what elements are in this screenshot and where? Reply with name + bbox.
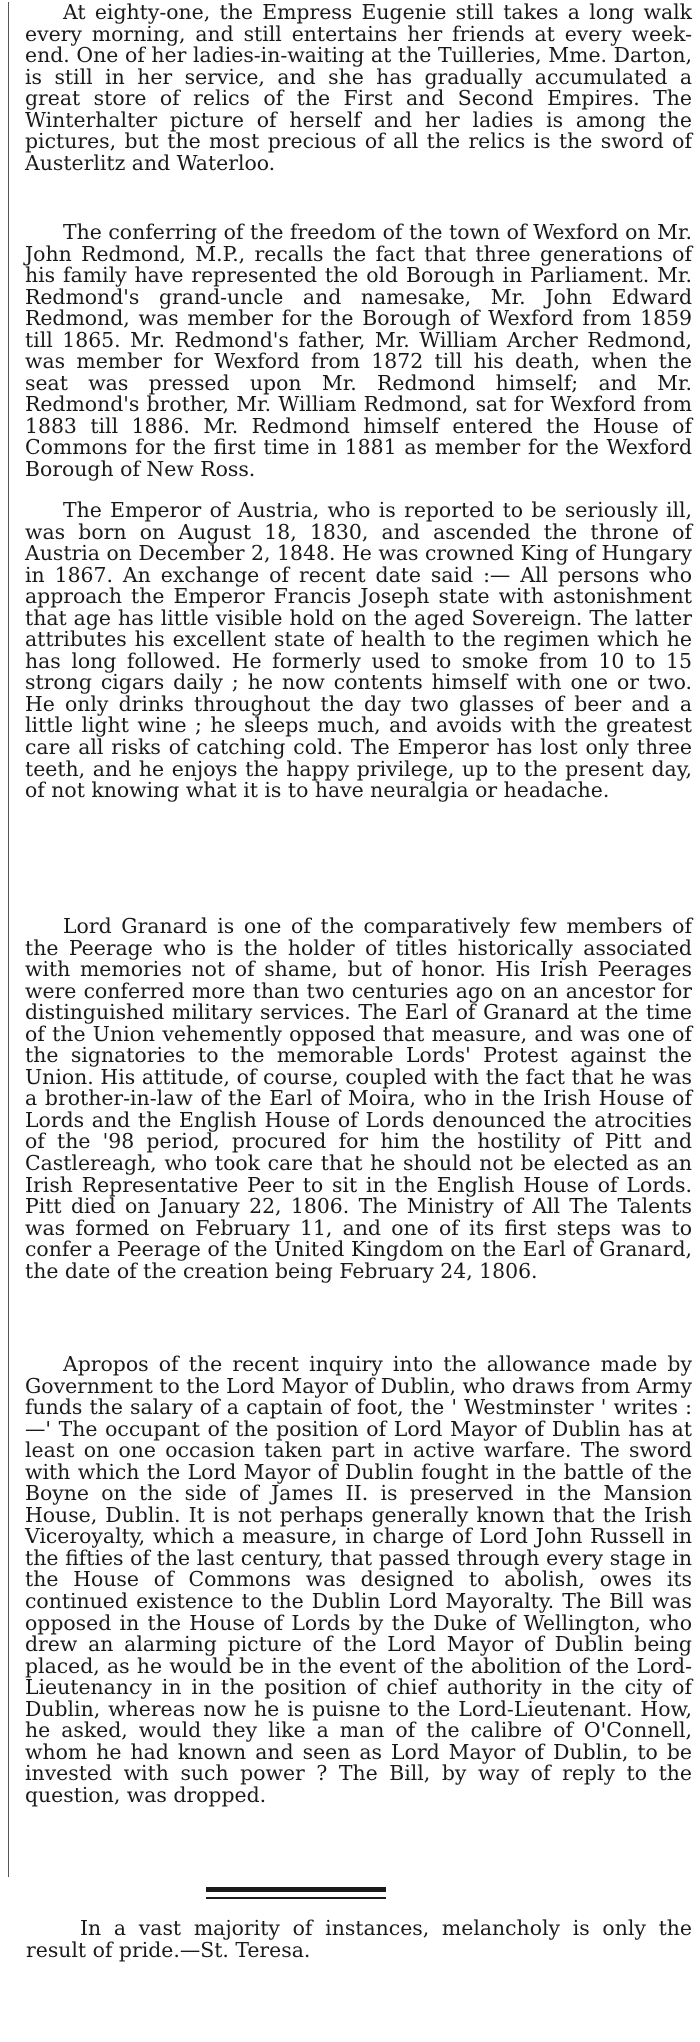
article-text: Lord Granard is one of the comparatively few members of the Peerage who is the holder of titles historically associated with memories not of shame, but of honor. His Irish Peerages were conferred more than two centuries ago on an ancestor for distinguished military services. The Earl of Granard at the time of the Union vehemently opposed that measure, and was one of the signatories to the memorable Lords' Protest against the Union. His attitude, of course, coupled with the fact that he was a brother-in-law of the Earl of Moira, who in the Irish House of Lords and the English House of Lords denounced the atrocities of the '98 period, procured for him the hostility of Pitt and Castlereagh, who took care that he should not be elected as an Irish Representative Peer to sit in the English House of Lords. Pitt died on January 22, 1806. The Ministry of All The Talents was formed on February 11, and one of its first steps was to confer a Peerage of the United Kingdom on the Earl of Granard, the date of the creation being February 24, 1806. bbox=[25, 914, 692, 1283]
article-lord-granard bbox=[8, 916, 694, 1354]
separator-thick-rule bbox=[206, 1887, 386, 1892]
article-wexford-redmond bbox=[8, 222, 694, 500]
article-emperor-austria bbox=[8, 500, 694, 916]
article-lord-mayor-dublin bbox=[8, 1354, 694, 1877]
article-text: Apropos of the recent inquiry into the allowance made by Government to the Lord Mayor of Dublin, who draws from Army funds the salary of a captain of foot, the ' Westminster ' writes :—' The occupant of the position of Lord Mayor of Dublin has at least on one occasion taken part in active warfare. The sword with which the Lord Mayor of Dublin fought in the battle of the Boyne on the side of James II. is preserved in the Mansion House, Dublin. It is not perhaps generally known that the Irish Viceroyalty, which a measure, in charge of Lord John Russell in the fifties of the last century, that passed through every stage in the House of Commons was designed to abolish, owes its continued existence to the Dublin Lord Mayoralty. The Bill was opposed in the House of Lords by the Duke of Wellington, who drew an alarming picture of the Lord Mayor of Dublin being placed, as he would be in the event of the abolition of the Lord-Lieutenancy in in the position of chief authority in the city of Dublin, whereas now he is puisne to the Lord-Lieutenant. How, he asked, would they like a man of the calibre of O'Connell, whom he had known and seen as Lord Mayor of Dublin, to be invested with such power ? The Bill, by way of reply to the question, was dropped. bbox=[25, 1352, 692, 1807]
closing-quote bbox=[8, 1917, 694, 1961]
article-text: The Emperor of Austria, who is reported to be seriously ill, was born on August 18, 1830, and ascended the throne of Austria on December 2, 1848. He was crowned King of Hungary in 1867. An exchange of recent date said :— All persons who approach the Emperor Francis Joseph state with astonishment that age has little visible hold on the aged Sovereign. The latter attributes his excellent state of health to the regimen which he has long followed. He formerly used to smoke from 10 to 15 strong cigars daily ; he now contents himself with one or two. He only drinks throughout the day two glasses of beer and a little light wine ; he sleeps much, and avoids with the greatest care all risks of catching cold. The Emperor has lost only three teeth, and he enjoys the happy privilege, up to the present day, of not knowing what it is to have neuralgia or headache. bbox=[25, 498, 692, 803]
quote-text: In a vast majority of instances, melancholy is only the result of pride.—St. Teresa. bbox=[26, 1916, 692, 1962]
article-empress-eugenie bbox=[8, 2, 694, 222]
article-text: The conferring of the freedom of the town of Wexford on Mr. John Redmond, M.P., recalls the fact that three generations of his family have represented the old Borough in Parliament. Mr. Redmond's grand-uncle and namesake, Mr. John Edward Redmond, was member for the Borough of Wexford from 1859 till 1865. Mr. Redmond's father, Mr. William Archer Redmond, was member for Wexford from 1872 till his death, when the seat was pressed upon Mr. Redmond himself; and Mr. Redmond's brother, Mr. William Redmond, sat for Wexford from 1883 till 1886. Mr. Redmond himself entered the House of Commons for the first time in 1881 as member for the Wexford Borough of New Ross. bbox=[25, 220, 692, 482]
article-text: At eighty-one, the Empress Eugenie still takes a long walk every morning, and still entertains her friends at every week-end. One of her ladies-in-waiting at the Tuilleries, Mme. Darton, is still in her service, and she has gradually accumulated a great store of relics of the First and Second Empires. The Winterhalter picture of herself and her ladies is among the pictures, but the most precious of all the relics is the sword of Austerlitz and Waterloo. bbox=[25, 0, 692, 175]
double-rule-separator bbox=[206, 1887, 386, 1901]
separator-thin-rule bbox=[206, 1897, 386, 1899]
